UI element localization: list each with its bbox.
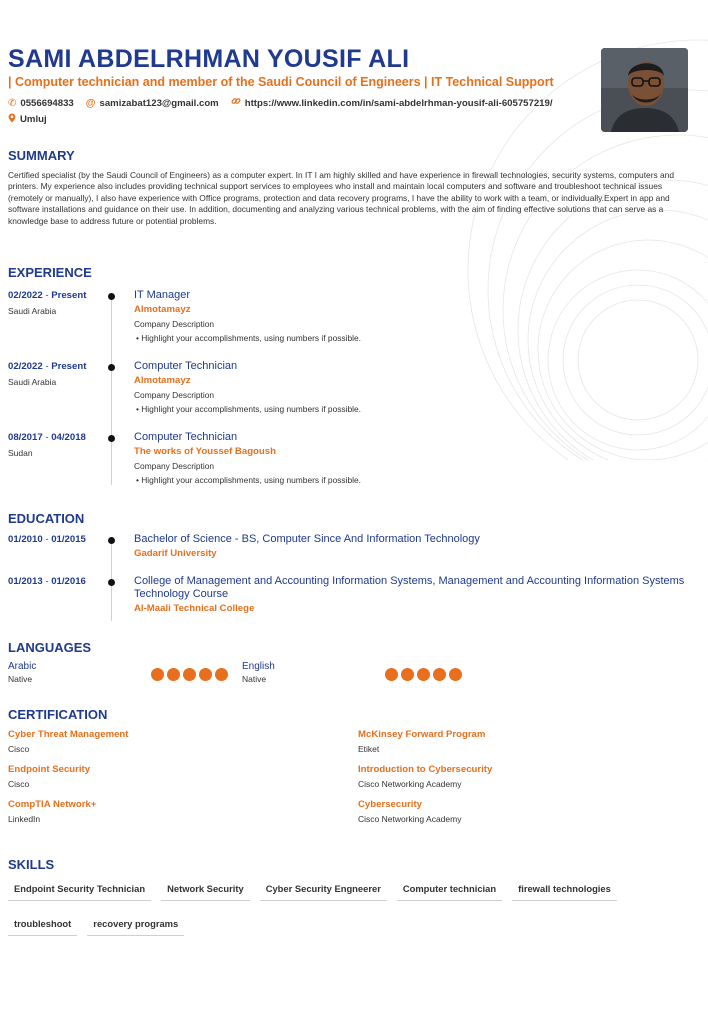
rating-dot — [167, 668, 180, 681]
rating-dot — [385, 668, 398, 681]
map-pin-icon — [8, 113, 16, 126]
education-degree: Bachelor of Science - BS, Computer Since And Information Technology — [134, 533, 480, 545]
experience-bullet: • Highlight your accomplishments, using numbers if possible. — [136, 475, 361, 485]
skill-tag: Cyber Security Engneerer — [260, 880, 387, 901]
languages-section — [8, 640, 690, 684]
education-section — [8, 511, 690, 621]
skill-tag: Network Security — [161, 880, 250, 901]
certification-issuer: Cisco Networking Academy — [358, 779, 462, 789]
skills-title: SKILLS — [8, 857, 55, 872]
education-date: 01/2013 - 01/2016 — [8, 576, 86, 587]
language-name: Arabic — [8, 661, 37, 672]
certification-name: CompTIA Network+ — [8, 799, 97, 810]
certification-title: CERTIFICATION — [8, 707, 108, 722]
summary-title: SUMMARY — [8, 148, 75, 163]
certification-grid — [8, 729, 690, 825]
certification-name: Endpoint Security — [8, 764, 91, 775]
experience-section — [8, 265, 690, 491]
rating-dot — [433, 668, 446, 681]
summary-section — [8, 148, 690, 227]
email-contact[interactable] — [86, 96, 219, 110]
experience-entry — [8, 360, 690, 431]
experience-bullet: • Highlight your accomplishments, using numbers if possible. — [136, 333, 361, 343]
location-contact — [8, 113, 693, 126]
languages-title: LANGUAGES — [8, 640, 92, 655]
experience-org: Almotamayz — [134, 304, 191, 315]
language-level: Native — [8, 674, 33, 684]
location-text: Umluj — [20, 114, 47, 125]
experience-date: 08/2017 - 04/2018 — [8, 432, 86, 443]
language-item — [8, 661, 242, 684]
skill-tag: recovery programs — [87, 915, 184, 936]
rating-dot — [417, 668, 430, 681]
timeline-dot — [108, 537, 115, 544]
timeline-dot — [108, 579, 115, 586]
linkedin-text: https://www.linkedin.com/in/sami-abdelrhman-yousif-ali-605757219/ — [244, 97, 553, 109]
experience-place: Saudi Arabia — [8, 377, 57, 387]
education-timeline — [8, 533, 690, 621]
timeline-dot — [108, 293, 115, 300]
experience-timeline — [8, 289, 690, 491]
rating-dot — [215, 668, 228, 681]
skill-tag: Computer technician — [397, 880, 502, 901]
education-entry — [8, 533, 690, 575]
certification-issuer: LinkedIn — [8, 814, 41, 824]
link-icon — [231, 96, 241, 110]
education-date: 01/2010 - 01/2015 — [8, 534, 86, 545]
certification-item — [8, 729, 358, 755]
experience-desc: Company Description — [134, 390, 215, 400]
experience-desc: Company Description — [134, 319, 215, 329]
phone-text: 0556694833 — [20, 97, 74, 109]
experience-entry — [8, 431, 690, 491]
certification-issuer: Cisco — [8, 744, 30, 754]
certification-section — [8, 707, 690, 825]
experience-bullet: • Highlight your accomplishments, using numbers if possible. — [136, 404, 361, 414]
experience-role: IT Manager — [134, 289, 191, 301]
education-degree: College of Management and Accounting Information Systems, Management and Accounting Information Systems Technology Course — [134, 575, 685, 600]
linkedin-contact[interactable] — [231, 96, 553, 110]
languages-row — [8, 661, 690, 684]
language-level: Native — [242, 674, 267, 684]
education-title: EDUCATION — [8, 511, 85, 526]
certification-issuer: Cisco Networking Academy — [358, 814, 462, 824]
timeline-dot — [108, 364, 115, 371]
rating-dot — [183, 668, 196, 681]
education-school: Gadarif University — [134, 548, 217, 559]
certification-item — [358, 764, 688, 790]
rating-dot — [401, 668, 414, 681]
at-sign-icon: @ — [85, 97, 96, 109]
candidate-headline: | Computer technician and member of the Saudi Council of Engineers | IT Technical Support — [8, 75, 554, 89]
email-text: samizabat123@gmail.com — [99, 97, 219, 109]
phone-contact[interactable] — [8, 96, 74, 110]
certification-issuer: Cisco — [8, 779, 30, 789]
experience-date: 02/2022 - Present — [8, 290, 87, 301]
resume-header — [8, 44, 693, 126]
timeline-dot — [108, 435, 115, 442]
experience-date: 02/2022 - Present — [8, 361, 87, 372]
phone-icon: ✆ — [8, 97, 17, 109]
profile-photo — [601, 48, 688, 132]
experience-role: Computer Technician — [134, 431, 238, 443]
experience-place: Saudi Arabia — [8, 306, 57, 316]
certification-issuer: Etiket — [358, 744, 380, 754]
certification-name: McKinsey Forward Program — [358, 729, 486, 740]
skills-section — [8, 857, 690, 936]
candidate-name: SAMI ABDELRHMAN YOUSIF ALI — [8, 45, 410, 73]
experience-org: The works of Youssef Bagoush — [134, 446, 276, 457]
skill-tag: troubleshoot — [8, 915, 77, 936]
education-entry — [8, 575, 690, 621]
language-rating — [151, 668, 228, 684]
skill-tag: Endpoint Security Technician — [8, 880, 151, 901]
skill-tag: firewall technologies — [512, 880, 617, 901]
experience-entry — [8, 289, 690, 360]
certification-item — [358, 799, 688, 825]
rating-dot — [151, 668, 164, 681]
summary-text: Certified specialist (by the Saudi Council of Engineers) as a computer expert. In IT I am highly skilled and have experience in firewall technologies, security systems, computers and printers. My experience also includes providing technical support services to employees who install and maintain local computers and software and troubleshoot technical issues (remotely or manually), I also have experience with Office programs, protection and data recovery programs, I have the ability to work with a team, or individually.Expert in app and software installations and guidance on their use. In addition, documenting and analyzing various technical problems, with the aim of finding effective solutions that can serve as a knowledge base to address future or potential problems. — [8, 170, 674, 226]
certification-name: Cybersecurity — [358, 799, 422, 810]
experience-place: Sudan — [8, 448, 33, 458]
education-school: Al-Maali Technical College — [134, 603, 255, 614]
certification-item — [358, 729, 688, 755]
rating-dot — [449, 668, 462, 681]
certification-name: Introduction to Cybersecurity — [358, 764, 493, 775]
skills-list — [8, 880, 668, 936]
contact-row — [8, 96, 693, 110]
language-name: English — [242, 661, 275, 672]
certification-item — [8, 799, 358, 825]
experience-desc: Company Description — [134, 461, 215, 471]
language-item — [242, 661, 476, 684]
language-rating — [385, 668, 462, 684]
experience-role: Computer Technician — [134, 360, 238, 372]
experience-org: Almotamayz — [134, 375, 191, 386]
rating-dot — [199, 668, 212, 681]
experience-title: EXPERIENCE — [8, 265, 92, 280]
certification-name: Cyber Threat Management — [8, 729, 129, 740]
certification-item — [8, 764, 358, 790]
